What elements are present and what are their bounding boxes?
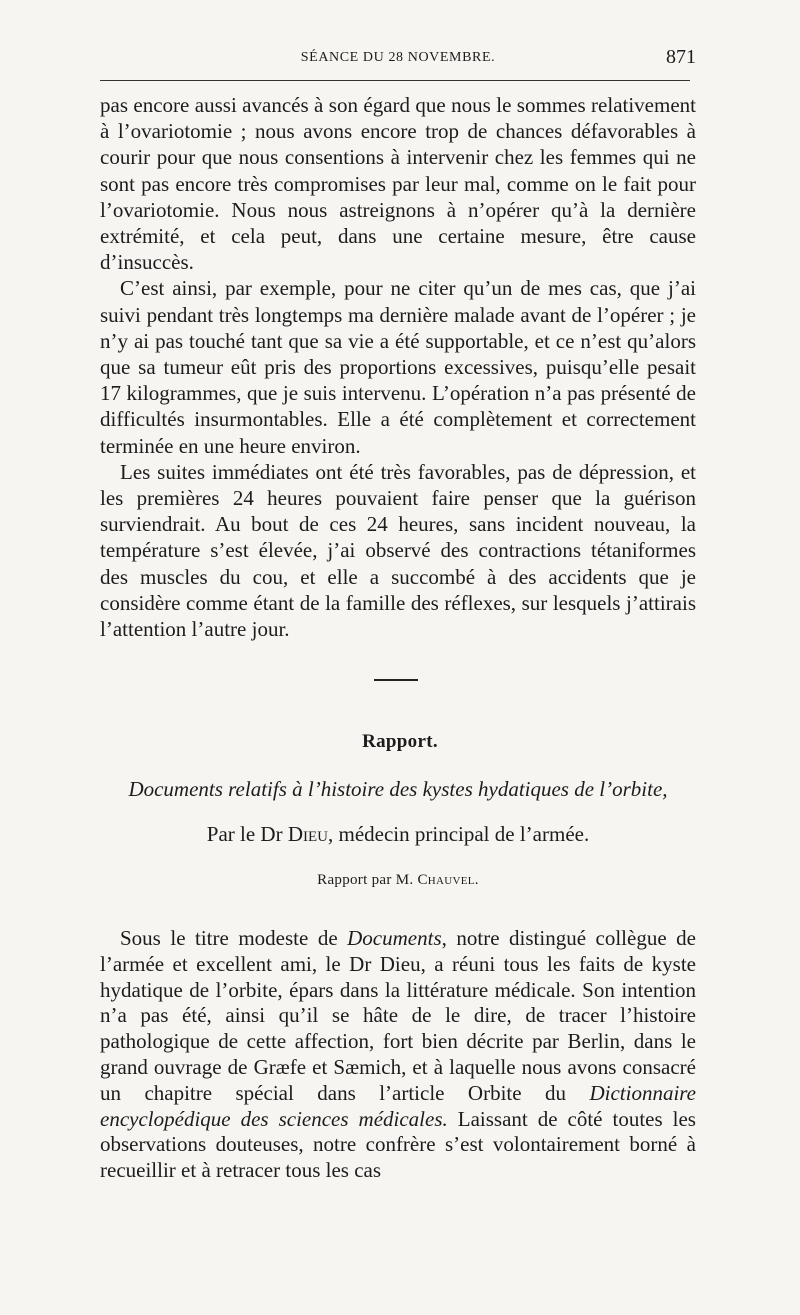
report-text-part2: , notre distingué collègue de l’armée et excellent ami, le Dr Dieu, a réuni tous les faits de kyste hydatique de l’orbite, épars dans la littérature médicale. Son intention n’a pas été, ainsi qu’il se hâte de le dire, de tracer l’histoire pathologique de cette affection, fort bien décrite par Berlin, dans le grand ouvrage de Græfe et Sæmich, et à laquelle nous avons consacré un chapitre spécial dans l’article Orbite du bbox=[100, 926, 696, 1105]
reporter-name: Chauvel. bbox=[417, 872, 479, 888]
report-text-italic1: Documents bbox=[347, 926, 442, 950]
author-prefix: Par le Dr bbox=[206, 822, 288, 846]
report-document-author bbox=[100, 822, 696, 847]
page-number: 871 bbox=[666, 46, 696, 68]
reporter-line bbox=[100, 872, 696, 889]
paragraph-continuation: pas encore aussi avancés à son égard que nous le sommes relativement à l’ovariotomie ; nous avons encore trop de chances défavorables à courir pour que nous consentions à intervenir chez les femmes qui ne sont pas encore très compromises par leur mal, comme on le fait pour l’ovariotomie. Nous nous astreignons à n’opérer qu’à la dernière extrémité, et cela peut, dans une certaine mesure, être cause d’insuccès. bbox=[100, 93, 696, 275]
report-text bbox=[100, 926, 696, 1184]
author-suffix: , médecin principal de l’armée. bbox=[328, 822, 590, 846]
reporter-prefix: Rapport par M. bbox=[317, 872, 418, 888]
paragraph-case: C’est ainsi, par exemple, pour ne citer qu’un de mes cas, que j’ai suivi pendant très longtemps ma dernière malade avant de l’opérer ; je n’y ai pas touché tant que sa vie a été supportable, et ce n’est qu’alors que sa tumeur eût pris des proportions excessives, puisqu’elle pesait 17 kilogrammes, que je suis intervenu. L’opération n’a pas présenté de difficultés insurmontables. Elle a été complètement et correctement terminée en une heure environ. bbox=[100, 276, 696, 458]
header-rule bbox=[100, 80, 690, 81]
discussion-text bbox=[100, 92, 696, 642]
report-text-italic2: Dictionnaire encyclopédique des sciences médicales. bbox=[100, 1080, 696, 1131]
report-text-part3: Laissant de côté toutes les observations douteuses, notre confrère s’est volontairement borné à recueillir et à retracer tous les cas bbox=[100, 1106, 696, 1183]
report-text-part1: Sous le titre modeste de bbox=[120, 926, 348, 950]
section-separator-rule bbox=[374, 679, 418, 681]
page-header bbox=[100, 46, 696, 74]
running-title: SÉANCE DU 28 NOVEMBRE. bbox=[300, 50, 496, 65]
author-name: Dieu bbox=[287, 822, 328, 846]
section-title: Rapport. bbox=[362, 731, 438, 752]
paragraph-outcome: Les suites immédiates ont été très favorables, pas de dépression, et les premières 24 heures pouvaient faire penser que la guérison surviendrait. Au bout de ces 24 heures, sans incident nouveau, la température s’est élevée, j’ai observé des contractions tétaniformes des muscles du cou, et elle a succombé à des accidents que je considère comme étant de la famille des réflexes, sur lesquels j’attirais l’attention l’autre jour. bbox=[100, 459, 696, 642]
report-paragraph bbox=[100, 926, 696, 1184]
report-document-title: Documents relatifs à l’histoire des kystes hydatiques de l’orbite, bbox=[128, 777, 668, 801]
